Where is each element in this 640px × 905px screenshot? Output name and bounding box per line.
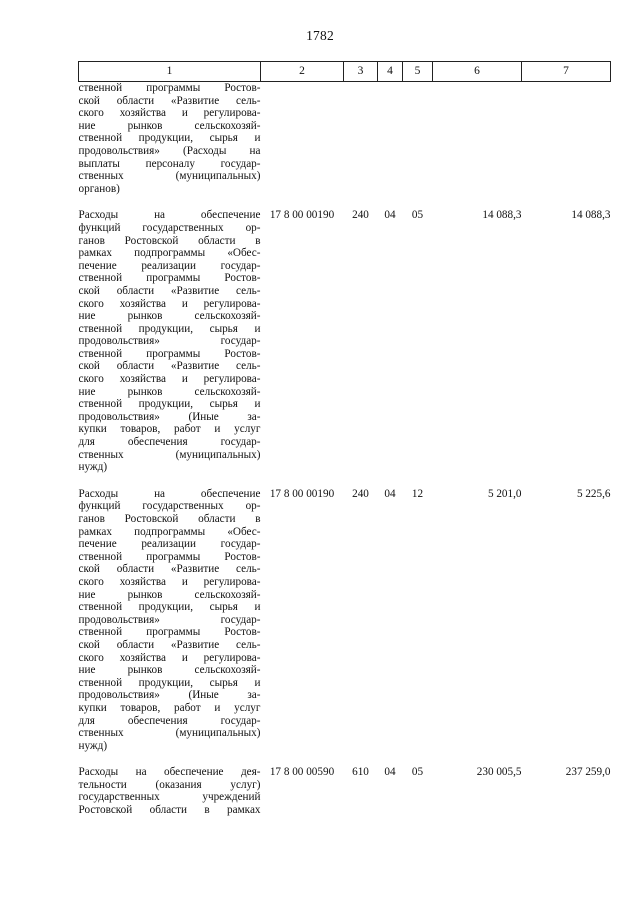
row-subsection: 12	[411, 487, 424, 500]
description-line: Расходы на обеспечение дея-	[78, 766, 261, 779]
row-section	[378, 82, 403, 196]
row-spacer	[79, 195, 611, 209]
row-subsection: 05	[411, 209, 424, 222]
description-line: купки товаров, работ и услуг	[78, 423, 261, 436]
row-amount-year-2: 5 225,6	[576, 487, 611, 500]
description-line: ственной программы Ростов-	[78, 550, 261, 563]
page-number: 1782	[306, 28, 334, 43]
description-line: ственной программы Ростов-	[78, 347, 261, 360]
description-line: ственной продукции, сырья и	[78, 322, 261, 335]
description-line: ственных (муниципальных)	[78, 727, 261, 740]
row-expense-type: 610	[352, 766, 369, 779]
row-section: 04	[384, 209, 396, 222]
description-line: ние рынков сельскохозяй-	[78, 385, 261, 398]
description-line: ственной продукции, сырья и	[78, 398, 261, 411]
table-row	[79, 209, 611, 473]
row-amount-year-1	[433, 82, 522, 196]
row-section: 04	[384, 766, 396, 779]
description-line: продовольствия» (Иные за-	[78, 410, 261, 423]
table-header-row	[79, 62, 611, 82]
description-line: ние рынков сельскохозяй-	[78, 588, 261, 601]
row-expense-type	[344, 82, 378, 196]
row-code: 17 8 00 00590	[269, 766, 335, 779]
description-line: ской области «Развитие сель-	[78, 563, 261, 576]
description-line: ние рынков сельскохозяй-	[78, 664, 261, 677]
row-amount-year-1: 14 088,3	[482, 209, 522, 222]
row-description	[79, 488, 261, 752]
description-line: функций государственных ор-	[78, 221, 261, 234]
description-line: ственных (муниципальных)	[78, 448, 261, 461]
table-row	[79, 82, 611, 196]
description-line: ской области «Развитие сель-	[78, 94, 261, 107]
description-line: ственных (муниципальных)	[78, 170, 261, 183]
description-line: купки товаров, работ и услуг	[78, 701, 261, 714]
description-line: Расходы на обеспечение	[78, 487, 261, 500]
description-line: ние рынков сельскохозяй-	[78, 119, 261, 132]
row-description	[79, 209, 261, 473]
description-line: рамках подпрограммы «Обес-	[78, 247, 261, 260]
table-row	[79, 488, 611, 752]
description-line: нужд)	[78, 739, 108, 752]
table-body	[79, 82, 611, 817]
row-amount-year-2: 14 088,3	[571, 209, 611, 222]
description-line: ганов Ростовской области в	[78, 513, 261, 525]
description-line: ственной продукции, сырья и	[78, 676, 261, 689]
description-line: ской области «Развитие сель-	[78, 638, 261, 651]
description-line: ственной программы Ростов-	[78, 626, 261, 639]
description-line: ского хозяйства и регулирова-	[78, 373, 261, 386]
row-code: 17 8 00 00190	[269, 209, 335, 222]
description-line: печение реализации государ-	[78, 259, 261, 272]
row-subsection: 05	[411, 766, 424, 779]
description-line: ственной продукции, сырья и	[78, 601, 261, 614]
row-section: 04	[384, 487, 396, 500]
description-line: ственной программы Ростов-	[78, 82, 261, 94]
row-spacer	[79, 474, 611, 488]
header-col-2: 2	[261, 62, 344, 82]
description-line: нужд)	[78, 461, 108, 474]
description-line: продовольствия» (Иные за-	[78, 689, 261, 702]
description-line: ского хозяйства и регулирова-	[78, 107, 261, 120]
description-line: для обеспечения государ-	[78, 714, 261, 727]
table-row	[79, 766, 611, 816]
description-line: продовольствия» государ-	[78, 613, 261, 626]
description-line: Расходы на обеспечение	[78, 209, 261, 222]
description-line: продовольствия» государ-	[78, 335, 261, 348]
row-spacer	[79, 752, 611, 766]
budget-table	[78, 61, 611, 817]
row-amount-year-1: 230 005,5	[476, 766, 522, 779]
description-line: государственных учреждений	[78, 791, 261, 804]
description-line: продовольствия» (Расходы на	[78, 144, 261, 157]
description-line: печение реализации государ-	[78, 538, 261, 551]
header-col-5: 5	[403, 62, 433, 82]
header-col-6: 6	[433, 62, 522, 82]
description-line: тельности (оказания услуг)	[78, 778, 261, 791]
row-description	[79, 82, 261, 196]
header-col-1: 1	[79, 62, 261, 82]
row-amount-year-2: 237 259,0	[565, 766, 611, 779]
description-line: ственной продукции, сырья и	[78, 132, 261, 145]
row-amount-year-1: 5 201,0	[487, 487, 522, 500]
description-line: выплаты персоналу государ-	[78, 157, 261, 170]
row-subsection	[403, 82, 433, 196]
header-col-3: 3	[344, 62, 378, 82]
description-line: ского хозяйства и регулирова-	[78, 651, 261, 664]
header-col-4: 4	[378, 62, 403, 82]
description-line: ственной программы Ростов-	[78, 272, 261, 285]
description-line: ского хозяйства и регулирова-	[78, 575, 261, 588]
description-line: рамках подпрограммы «Обес-	[78, 525, 261, 538]
description-line: ской области «Развитие сель-	[78, 284, 261, 297]
description-line: ского хозяйства и регулирова-	[78, 297, 261, 310]
description-line: ганов Ростовской области в	[78, 234, 261, 247]
description-line: ние рынков сельскохозяй-	[78, 310, 261, 323]
header-col-7: 7	[522, 62, 611, 82]
row-code: 17 8 00 00190	[269, 487, 335, 500]
description-line: органов)	[78, 182, 120, 195]
row-expense-type: 240	[352, 487, 369, 500]
description-line: функций государственных ор-	[78, 500, 261, 513]
description-line: для обеспечения государ-	[78, 436, 261, 449]
description-line: Ростовской области в рамках	[78, 804, 261, 817]
row-code	[261, 82, 344, 196]
row-amount-year-2	[522, 82, 611, 196]
row-description	[79, 766, 261, 816]
row-expense-type: 240	[352, 209, 369, 222]
description-line: ской области «Развитие сель-	[78, 360, 261, 373]
